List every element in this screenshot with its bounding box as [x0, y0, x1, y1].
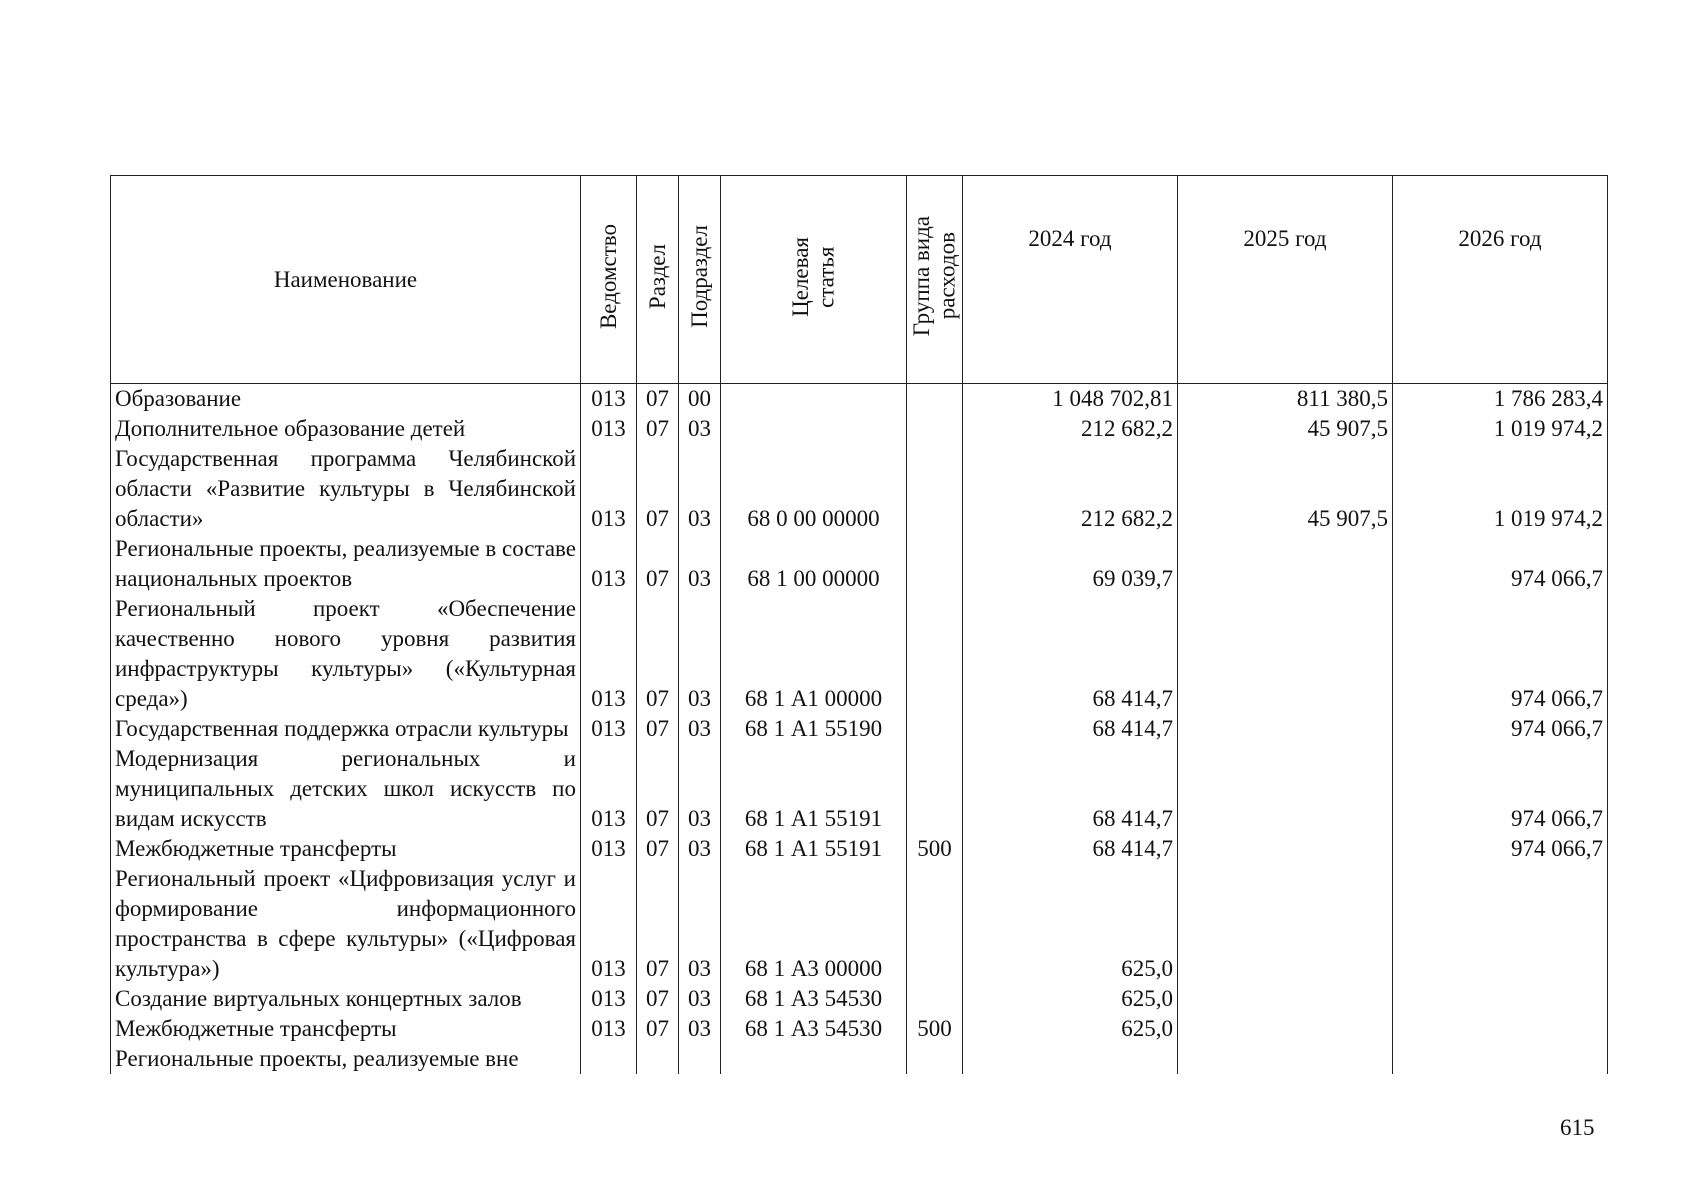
cell-2024: 69 039,7 [963, 534, 1178, 594]
cell-group [907, 984, 963, 1014]
cell-target [721, 1044, 907, 1074]
cell-2025: 811 380,5 [1178, 384, 1393, 415]
cell-target: 68 1 А1 55191 [721, 744, 907, 834]
cell-target: 68 1 А3 54530 [721, 1014, 907, 1044]
cell-2026: 974 066,7 [1393, 534, 1608, 594]
cell-section: 07 [637, 714, 679, 744]
cell-group [907, 714, 963, 744]
cell-2026 [1393, 864, 1608, 984]
cell-2026: 1 019 974,2 [1393, 444, 1608, 534]
cell-target: 68 1 А1 55190 [721, 714, 907, 744]
cell-section: 07 [637, 984, 679, 1014]
cell-target: 68 1 А3 54530 [721, 984, 907, 1014]
cell-2024: 212 682,2 [963, 444, 1178, 534]
cell-department [581, 1044, 637, 1074]
cell-department: 013 [581, 534, 637, 594]
header-row [111, 176, 1608, 384]
cell-2025 [1178, 534, 1393, 594]
cell-department: 013 [581, 834, 637, 864]
cell-name: Дополнительное образование детей [111, 414, 581, 444]
cell-2025: 45 907,5 [1178, 414, 1393, 444]
cell-group [907, 744, 963, 834]
table-row [111, 864, 1608, 984]
cell-subsection: 03 [679, 744, 721, 834]
cell-section: 07 [637, 744, 679, 834]
cell-2026 [1393, 984, 1608, 1014]
page-number: 615 [1560, 1115, 1595, 1140]
cell-subsection: 03 [679, 534, 721, 594]
cell-department: 013 [581, 594, 637, 714]
cell-group [907, 534, 963, 594]
cell-name: Региональные проекты, реализуемые в составе национальных проектов [111, 534, 581, 594]
cell-target [721, 414, 907, 444]
cell-group [907, 444, 963, 534]
table-row [111, 414, 1608, 444]
cell-2024 [963, 1044, 1178, 1074]
header-2026: 2026 год [1393, 176, 1608, 384]
cell-target [721, 384, 907, 415]
cell-department: 013 [581, 744, 637, 834]
cell-department: 013 [581, 984, 637, 1014]
cell-department: 013 [581, 714, 637, 744]
cell-name: Межбюджетные трансферты [111, 834, 581, 864]
cell-2024: 68 414,7 [963, 594, 1178, 714]
cell-2025 [1178, 864, 1393, 984]
cell-section [637, 1044, 679, 1074]
cell-2026: 1 786 283,4 [1393, 384, 1608, 415]
cell-2025 [1178, 744, 1393, 834]
cell-section: 07 [637, 414, 679, 444]
cell-2025 [1178, 984, 1393, 1014]
cell-department: 013 [581, 384, 637, 415]
cell-2024: 212 682,2 [963, 414, 1178, 444]
cell-name: Государственная программа Челябинской области «Развитие культуры в Челябинской области» [111, 444, 581, 534]
cell-group [907, 864, 963, 984]
cell-name: Модернизация региональных и муниципальных детских школ искусств по видам искусств [111, 744, 581, 834]
cell-2026 [1393, 1044, 1608, 1074]
cell-section: 07 [637, 834, 679, 864]
cell-department: 013 [581, 864, 637, 984]
budget-table [110, 175, 1608, 1074]
cell-2024: 625,0 [963, 1014, 1178, 1044]
table-row [111, 984, 1608, 1014]
cell-2026: 974 066,7 [1393, 714, 1608, 744]
table-row [111, 744, 1608, 834]
cell-2025 [1178, 1014, 1393, 1044]
cell-group [907, 594, 963, 714]
cell-group [907, 384, 963, 415]
cell-subsection: 03 [679, 834, 721, 864]
cell-2026: 1 019 974,2 [1393, 414, 1608, 444]
header-section: Раздел [637, 176, 679, 384]
cell-section: 07 [637, 594, 679, 714]
header-target: Целевая статья [721, 176, 907, 384]
cell-2024: 625,0 [963, 864, 1178, 984]
table-row [111, 1044, 1608, 1074]
cell-target: 68 0 00 00000 [721, 444, 907, 534]
cell-2025 [1178, 594, 1393, 714]
header-2024: 2024 год [963, 176, 1178, 384]
cell-name: Создание виртуальных концертных залов [111, 984, 581, 1014]
table-row [111, 714, 1608, 744]
header-subsection: Подраздел [679, 176, 721, 384]
cell-target: 68 1 00 00000 [721, 534, 907, 594]
cell-group: 500 [907, 1014, 963, 1044]
cell-target: 68 1 А1 00000 [721, 594, 907, 714]
table-row [111, 834, 1608, 864]
cell-name: Государственная поддержка отрасли культуры [111, 714, 581, 744]
cell-2024: 68 414,7 [963, 834, 1178, 864]
cell-department: 013 [581, 414, 637, 444]
cell-2026 [1393, 1014, 1608, 1044]
cell-section: 07 [637, 864, 679, 984]
cell-name: Региональный проект «Обеспечение качественно нового уровня развития инфраструктуры культуры» («Культурная среда») [111, 594, 581, 714]
cell-2026: 974 066,7 [1393, 744, 1608, 834]
cell-subsection: 03 [679, 594, 721, 714]
cell-2025 [1178, 714, 1393, 744]
cell-group: 500 [907, 834, 963, 864]
cell-2025 [1178, 1044, 1393, 1074]
cell-2026: 974 066,7 [1393, 834, 1608, 864]
header-department: Ведомство [581, 176, 637, 384]
cell-subsection: 00 [679, 384, 721, 415]
header-name: Наименование [111, 176, 581, 384]
cell-target: 68 1 А1 55191 [721, 834, 907, 864]
cell-2025: 45 907,5 [1178, 444, 1393, 534]
cell-name: Образование [111, 384, 581, 415]
cell-subsection: 03 [679, 444, 721, 534]
cell-2024: 625,0 [963, 984, 1178, 1014]
cell-name: Региональные проекты, реализуемые вне [111, 1044, 581, 1074]
cell-2024: 68 414,7 [963, 714, 1178, 744]
cell-department: 013 [581, 444, 637, 534]
table-row [111, 1014, 1608, 1044]
cell-2025 [1178, 834, 1393, 864]
cell-subsection: 03 [679, 984, 721, 1014]
cell-2024: 68 414,7 [963, 744, 1178, 834]
cell-subsection: 03 [679, 1014, 721, 1044]
cell-target: 68 1 А3 00000 [721, 864, 907, 984]
cell-name: Региональный проект «Цифровизация услуг и формирование информационного пространства в сфере культуры» («Цифровая культура») [111, 864, 581, 984]
cell-section: 07 [637, 1014, 679, 1044]
cell-section: 07 [637, 444, 679, 534]
cell-department: 013 [581, 1014, 637, 1044]
table-row [111, 534, 1608, 594]
cell-2026: 974 066,7 [1393, 594, 1608, 714]
cell-2024: 1 048 702,81 [963, 384, 1178, 415]
cell-section: 07 [637, 534, 679, 594]
cell-subsection: 03 [679, 714, 721, 744]
table-row [111, 384, 1608, 415]
header-2025: 2025 год [1178, 176, 1393, 384]
cell-subsection: 03 [679, 414, 721, 444]
table-row [111, 444, 1608, 534]
cell-name: Межбюджетные трансферты [111, 1014, 581, 1044]
cell-group [907, 414, 963, 444]
table-row [111, 594, 1608, 714]
header-group: Группа вида расходов [907, 176, 963, 384]
cell-group [907, 1044, 963, 1074]
table-body [111, 384, 1608, 1075]
cell-section: 07 [637, 384, 679, 415]
cell-subsection: 03 [679, 864, 721, 984]
cell-subsection [679, 1044, 721, 1074]
